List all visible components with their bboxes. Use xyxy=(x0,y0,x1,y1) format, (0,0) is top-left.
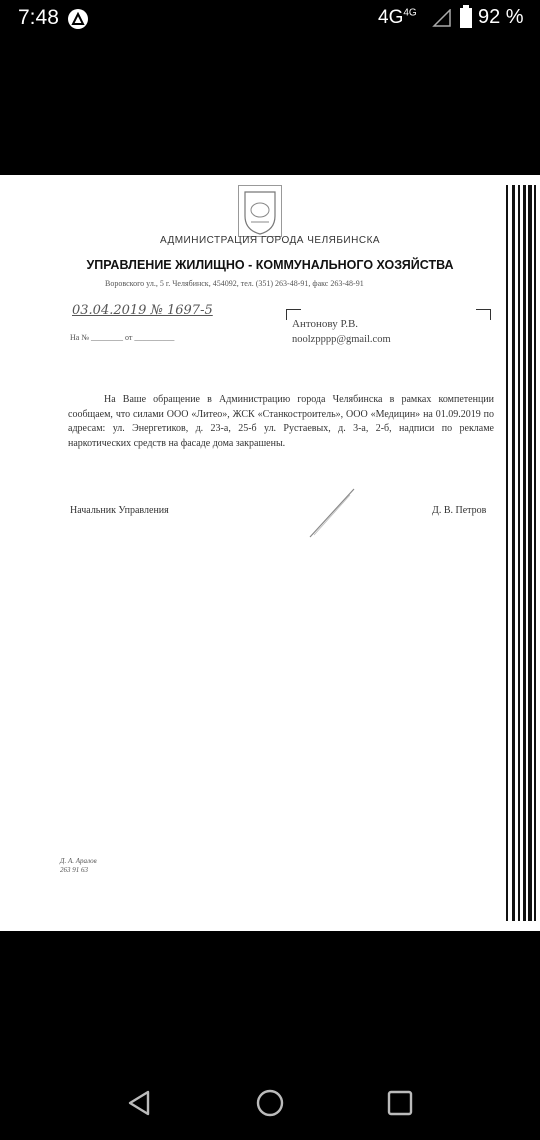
navigation-bar xyxy=(0,1066,540,1140)
battery-percent: 92 % xyxy=(478,6,524,28)
network-indicator: $4G^{4G}$ xyxy=(378,7,417,28)
recipient-email: noolzpppp@gmail.com xyxy=(292,334,391,345)
status-time: 7:48 xyxy=(18,6,59,29)
back-icon[interactable] xyxy=(124,1088,154,1118)
signer-name: Д. В. Петров xyxy=(432,505,487,516)
handwritten-date-number: 03.04.2019 № 1697-5 xyxy=(72,303,213,318)
executor-info xyxy=(60,857,97,875)
app-notification-icon xyxy=(68,9,88,29)
reference-line: На № ________ от __________ xyxy=(70,333,175,342)
department-title: УПРАВЛЕНИЕ ЖИЛИЩНО - КОММУНАЛЬНОГО ХОЗЯЙСТВА xyxy=(86,258,454,272)
department-address: Воровского ул., 5 г. Челябинск, 454092, тел. (351) 263-48-91, факс 263-48-91 xyxy=(105,279,364,288)
letter-body: На Ваше обращение в Администрацию города Челябинска в рамках компетенции сообщаем, что силами ООО «Литео», ЖСК «Станкостроитель», ООО «Медицин» на 01.09.2019 по адресам: ул. Энергетиков, д. 23-а, 25-б ул. Рустаевых, д. 3-а, 2-б, надписи по рекламе наркотических средств на фасаде дома закрашены. xyxy=(68,394,494,449)
status-bar xyxy=(0,0,540,38)
signature-icon xyxy=(300,485,360,545)
home-icon[interactable] xyxy=(255,1088,285,1118)
city-crest-icon xyxy=(238,185,282,237)
recipient-bracket-right xyxy=(476,309,491,320)
recents-icon[interactable] xyxy=(386,1089,414,1117)
battery-icon xyxy=(460,8,472,28)
signer-title: Начальник Управления xyxy=(70,505,169,516)
signal-icon xyxy=(432,9,452,27)
recipient-name: Антонову Р.В. xyxy=(292,318,359,330)
executor-name: Д. А. Аралов xyxy=(60,857,97,865)
document-image[interactable] xyxy=(0,175,540,931)
executor-phone: 263 91 63 xyxy=(60,866,88,874)
administration-title: АДМИНИСТРАЦИЯ ГОРОДА ЧЕЛЯБИНСКА xyxy=(159,235,381,246)
scan-edge-lines xyxy=(500,185,540,921)
